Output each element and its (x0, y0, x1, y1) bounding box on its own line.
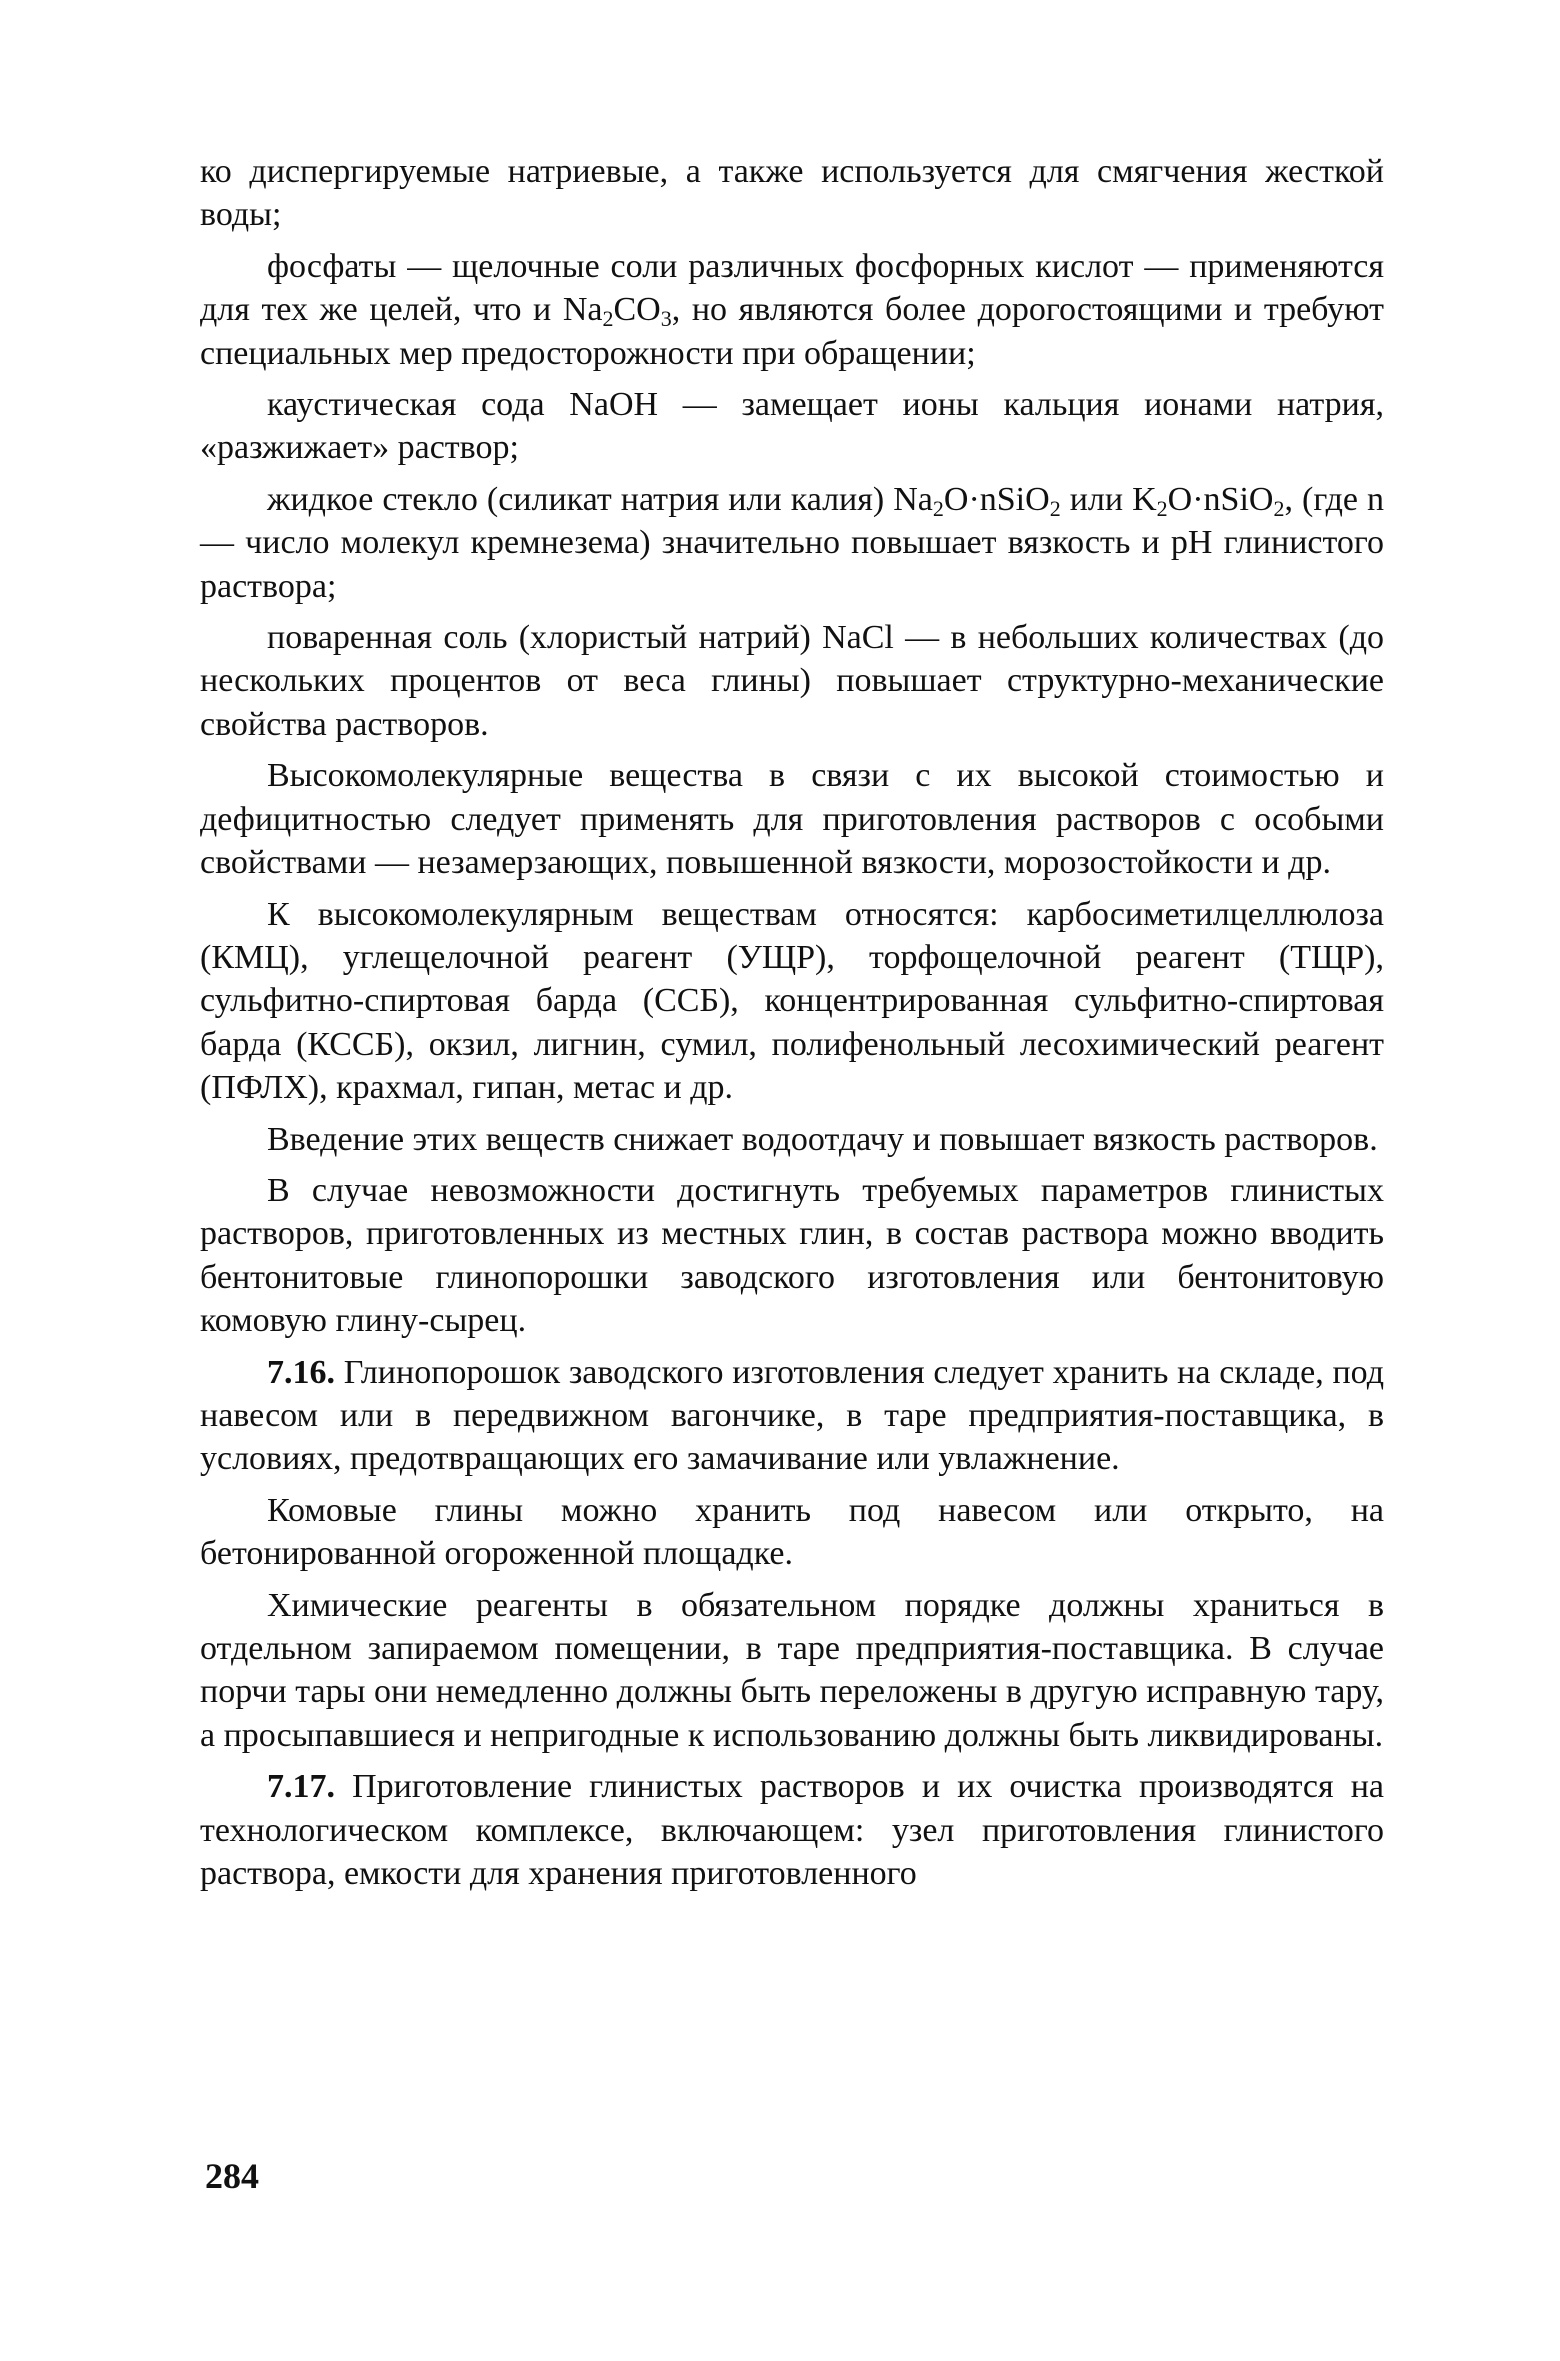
paragraph-high-molecular-list: К высокомолекулярным веществам относятся: карбосиметилцеллюлоза (КМЦ), углещелочной реагент (УЩР), торфощелочной реагент (ТЩР), сульфитно-спиртовая барда (ССБ), концентрированная сульфитно-спиртовая барда (КССБ), окзил, лигнин, сумил, полифенольный лесохимический реагент (ПФЛХ), крахмал, гипан, метас и др. (200, 895, 1384, 1107)
page-body (200, 150, 1384, 1903)
paragraph-chemical-reagents: Химические реагенты в обязательном порядке должны храниться в отдельном запираемом помещении, в таре предприятия-поставщика. В случае порчи тары они немедленно должны быть переложены в другую исправную тару, а просыпавшиеся и непригодные к использованию должны быть ликвидированы. (200, 1586, 1384, 1754)
paragraph-phosphates: фосфаты — щелочные соли различных фосфорных кислот — применяются для тех же целей, что и $Na_2CO_3$, но являются более дорогостоящими и требуют специальных мер предосторожности при обращении; (200, 247, 1384, 372)
paragraph-liquid-glass: жидкое стекло (силикат натрия или калия) $Na_2O\cdot nSiO_2$ или $K_2O\cdot nSiO_2$, (где n — число молекул кремнезема) значительно повышает вязкость и pH глинистого раствора; (200, 480, 1384, 605)
paragraph-continuation: ко диспергируемые натриевые, а также используется для смягчения жесткой воды; (200, 153, 1384, 234)
page-number: 284 (205, 2156, 259, 2196)
paragraph-high-molecular: Высокомолекулярные вещества в связи с их высокой стоимостью и дефицитностью следует применять для приготовления растворов с особыми свойствами — незамерзающих, повышенной вязкости, морозостойкости и др. (200, 757, 1384, 882)
paragraph-lump-clay: Комовые глины можно хранить под навесом или открыто, на бетонированной огороженной площадке. (200, 1491, 1384, 1573)
paragraph-7-16: 7.16. Глинопорошок заводского изготовления следует хранить на складе, под навесом или в передвижном вагончике, в таре предприятия-поставщика, в условиях, предотвращающих его замачивание или увлажнение. (200, 1353, 1384, 1478)
paragraph-7-17: 7.17. Приготовление глинистых растворов и их очистка производятся на технологическом комплексе, включающем: узел приготовления глинистого раствора, емкости для хранения приготовленного (200, 1768, 1384, 1893)
paragraph-bentonite: В случае невозможности достигнуть требуемых параметров глинистых растворов, приготовленных из местных глин, в состав раствора можно вводить бентонитовые глинопорошки заводского изготовления или бентонитовую комовую глину-сырец. (200, 1171, 1384, 1340)
section-number: 7.17. (267, 1768, 335, 1806)
section-number: 7.16. (267, 1353, 335, 1391)
paragraph-caustic-soda: каустическая сода NaOH — замещает ионы кальция ионами натрия, «разжижает» раствор; (200, 386, 1384, 467)
paragraph-table-salt: поваренная соль (хлористый натрий) NaCl — в небольших количествах (до нескольких процентов от веса глины) повышает структурно-механические свойства растворов. (200, 619, 1384, 743)
paragraph-effect: Введение этих веществ снижает водоотдачу и повышает вязкость растворов. (267, 1120, 1378, 1158)
